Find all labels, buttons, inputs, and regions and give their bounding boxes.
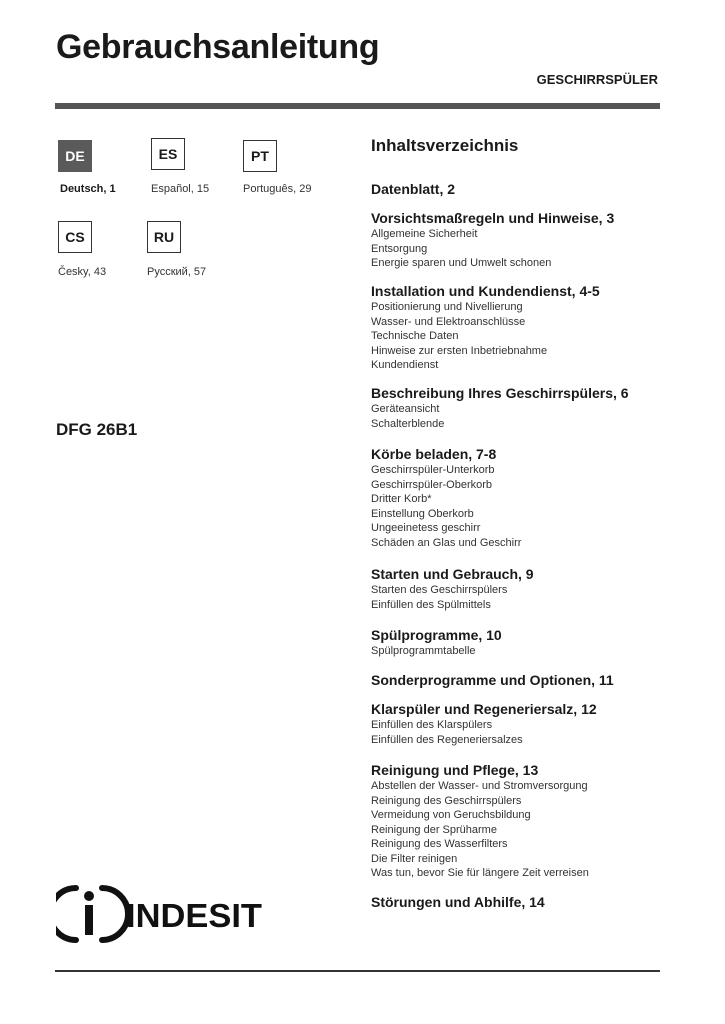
toc-section-title: Körbe beladen, 7-8 (371, 446, 497, 462)
toc-item: Starten des Geschirrspülers (371, 584, 508, 596)
toc-heading: Inhaltsverzeichnis (371, 136, 519, 155)
toc-section-title: Sonderprogramme und Optionen, 11 (371, 672, 614, 688)
lang-label-ru[interactable]: Русский, 57 (147, 266, 207, 278)
toc-section-title: Datenblatt, 2 (371, 181, 456, 197)
top-divider (55, 103, 660, 109)
toc-item: Reinigung des Wasserfilters (371, 838, 508, 850)
brand-name: INDESIT (126, 897, 262, 934)
toc-item: Vermeidung von Geruchsbildung (371, 809, 531, 821)
lang-label-cs[interactable]: Česky, 43 (58, 266, 107, 278)
toc-item: Hinweise zur ersten Inbetriebnahme (371, 345, 548, 357)
toc-item: Ungeeinetess geschirr (371, 522, 481, 534)
lang-label-de[interactable]: Deutsch, 1 (60, 183, 116, 195)
toc-section-title: Störungen und Abhilfe, 14 (371, 894, 545, 910)
toc-section-title: Klarspüler und Regeneriersalz, 12 (371, 701, 597, 717)
toc-item: Reinigung der Sprüharme (371, 824, 497, 836)
toc-item: Die Filter reinigen (371, 853, 458, 865)
lang-box-pt[interactable]: PT (243, 140, 277, 172)
toc-item: Geschirrspüler-Unterkorb (371, 464, 495, 476)
toc-item: Spülprogrammtabelle (371, 645, 476, 657)
bottom-divider (55, 970, 660, 972)
toc-item: Abstellen der Wasser- und Stromversorgung (371, 780, 588, 792)
toc-item: Geräteansicht (371, 403, 440, 415)
page-title: Gebrauchsanleitung (56, 28, 380, 66)
toc-item: Wasser- und Elektroanschlüsse (371, 316, 526, 328)
toc-item: Einfüllen des Klarspülers (371, 719, 493, 731)
toc-item: Entsorgung (371, 243, 428, 255)
toc-item: Technische Daten (371, 330, 459, 342)
toc-item: Positionierung und Nivellierung (371, 301, 523, 313)
indesit-logo (56, 882, 266, 951)
model-number: DFG 26B1 (56, 420, 138, 439)
toc-item: Einfüllen des Regeneriersalzes (371, 734, 523, 746)
toc-item: Geschirrspüler-Oberkorb (371, 479, 493, 491)
toc-section-title: Spülprogramme, 10 (371, 627, 502, 643)
toc-section-title: Beschreibung Ihres Geschirrspülers, 6 (371, 385, 629, 401)
toc-item: Schalterblende (371, 418, 445, 430)
toc-section-title: Installation und Kundendienst, 4-5 (371, 283, 600, 299)
toc-section-title: Reinigung und Pflege, 13 (371, 762, 539, 778)
lang-label-pt[interactable]: Português, 29 (243, 183, 312, 195)
toc-item: Kundendienst (371, 359, 439, 371)
toc-section-title: Vorsichtsmaßregeln und Hinweise, 3 (371, 210, 615, 226)
toc-item: Schäden an Glas und Geschirr (371, 537, 522, 549)
lang-label-es[interactable]: Español, 15 (151, 183, 210, 195)
toc-item: Dritter Korb* (371, 493, 432, 505)
toc-item: Allgemeine Sicherheit (371, 228, 478, 240)
toc-item: Reinigung des Geschirrspülers (371, 795, 522, 807)
toc-item: Was tun, bevor Sie für längere Zeit verreisen (371, 867, 589, 879)
toc-item: Einfüllen des Spülmittels (371, 599, 491, 611)
toc-item: Energie sparen und Umwelt schonen (371, 257, 552, 269)
indesit-logo-icon (56, 882, 266, 946)
toc-section-title: Starten und Gebrauch, 9 (371, 566, 534, 582)
product-category: GESCHIRRSPÜLER (536, 72, 658, 87)
lang-box-es[interactable]: ES (151, 138, 185, 170)
toc-item: Einstellung Oberkorb (371, 508, 474, 520)
lang-box-ru[interactable]: RU (147, 221, 181, 253)
lang-box-cs[interactable]: CS (58, 221, 92, 253)
lang-box-de[interactable]: DE (58, 140, 92, 172)
